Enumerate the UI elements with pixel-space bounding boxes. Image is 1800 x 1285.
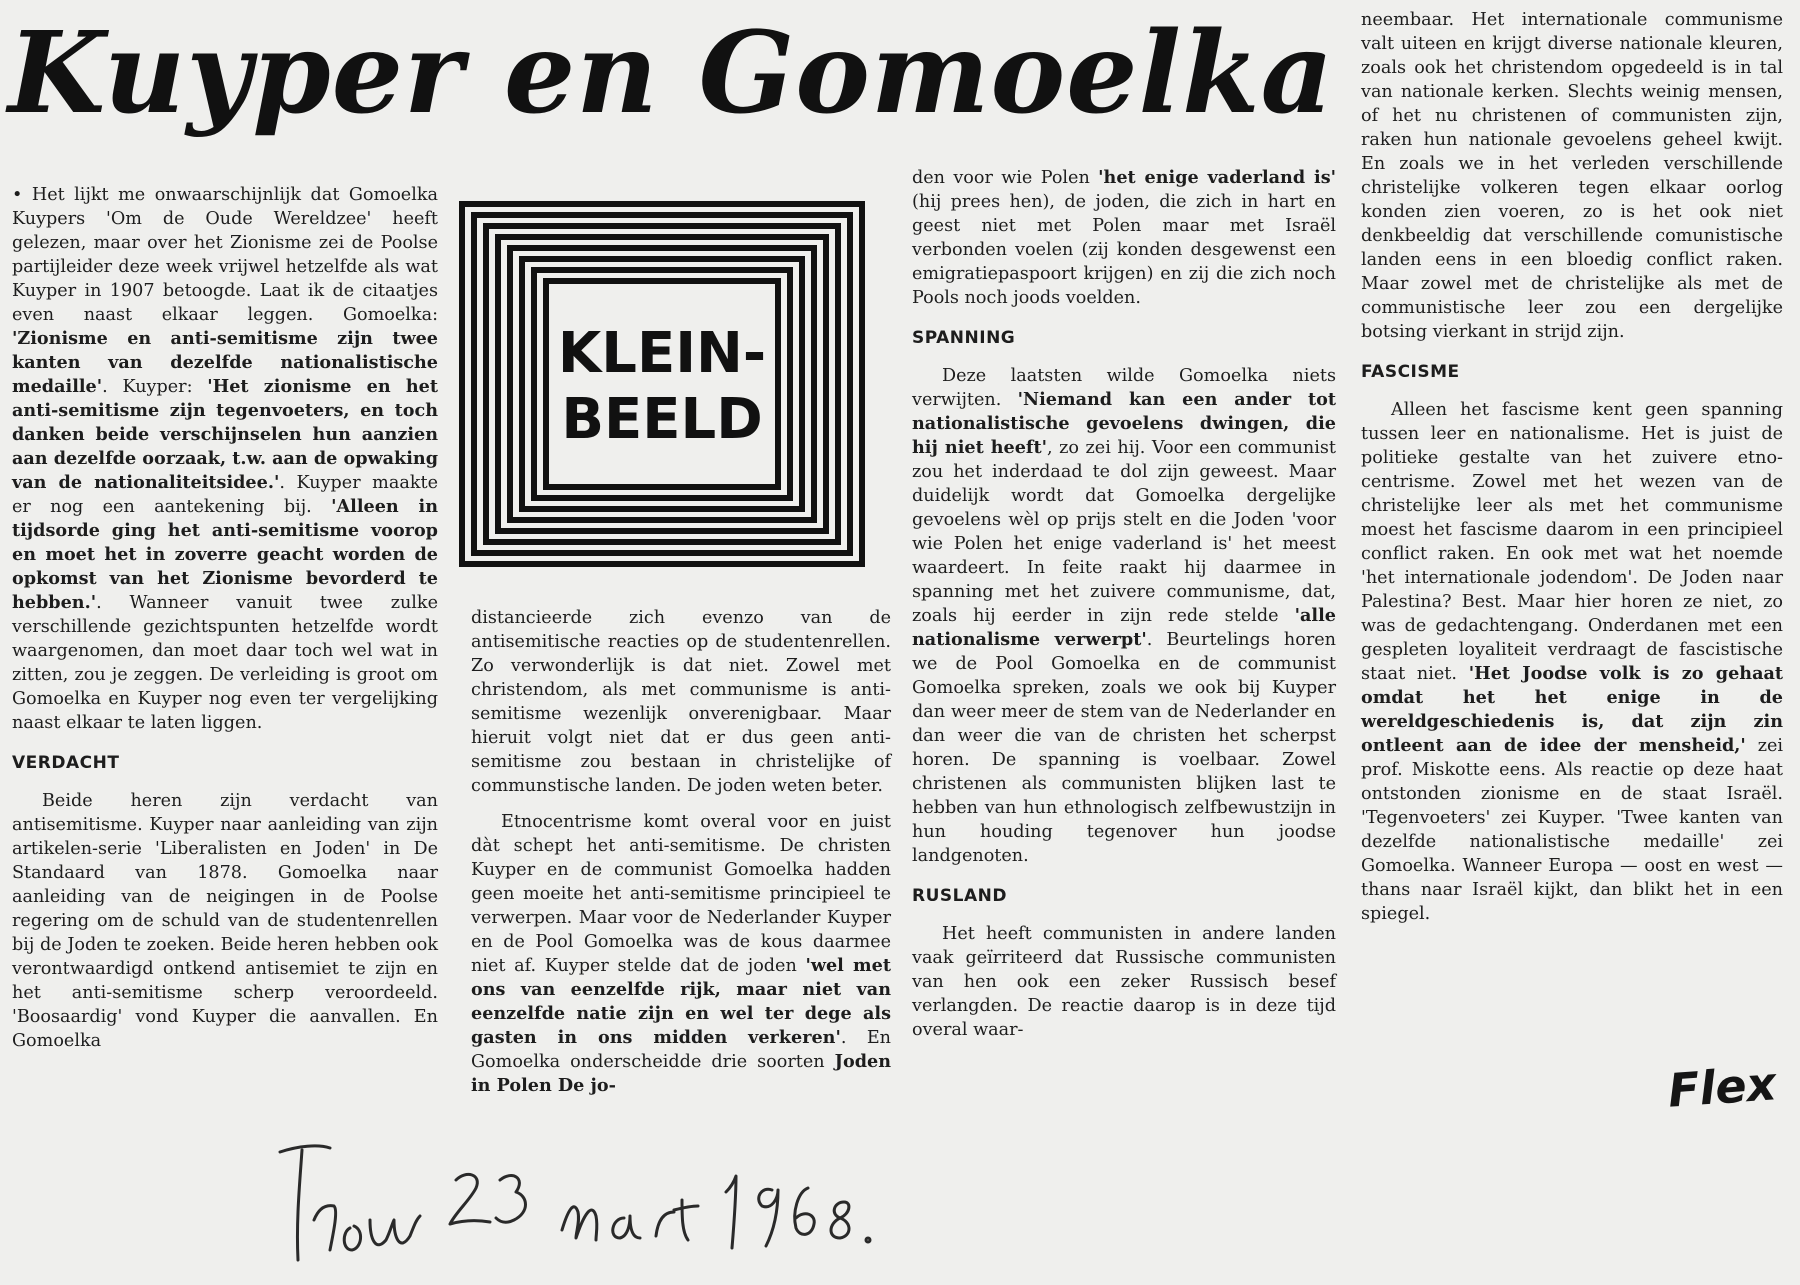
paragraph: • Het lijkt me onwaarschijnlijk dat Gomoelka Kuypers 'Om de Oude Wereldzee' heeft gelezen, maar over het Zionisme zei de Poolse partijleider deze week vrijwel hetzelfde als wat Kuyper in 1907 betoogde. Laat ik de citaatjes even naast elkaar leggen. Gomoelka: 'Zionisme en anti-semitisme zijn twee kanten van dezelfde nationalistische medaille'. Kuyper: 'Het zionisme en het anti-semitisme zijn tegenvoeters, en toch danken beide verschijnselen hun aanzien aan dezelfde oorzaak, t.w. aan de opwaking van de nationaliteitsidee.'. Kuyper maakte er nog een aantekening bij. 'Alleen in tijdsorde ging het anti-semitisme voorop en moet het in zoverre geacht worden de opkomst van het Zionisme bevorderd te hebben.'. Wanneer vanuit twee zulke verschillende gezichtspunten hetzelfde wordt waargenomen, dan moet daar toch wel wat in zitten, zou je zeggen. De verleiding is groot om Gomoelka en Kuyper nog even ter vergelijking naast elkaar te laten liggen. (12, 185, 439, 733)
paragraph: Deze laatsten wilde Gomoelka niets verwijten. 'Niemand kan een ander tot nationalistische gevoelens dwingen, die hij niet heeft', zo zei hij. Voor een communist zou het inderdaad te dol zijn geweest. Maar duidelijk wordt dat Gomoelka dergelijke gevoelens wèl op prijs stelt en die Joden 'voor wie Polen het enige vaderland is' het meest waardeert. In feite raakt hij daarmee in spanning met het zuivere communisme, dat, zoals hij eerder in zijn rede stelde 'alle nationalisme verwerpt'. Beurtelings horen we de Pool Gomoelka en de communist Gomoelka spreken, zoals we ook bij Kuyper dan weer meer de stem van de Nederlander en dan weer die van de christen het scherpst horen. De spanning is voelbaar. Zowel christenen als communisten blijken last te hebben van hun ethnologisch zelfbewustzijn in hun houding tegenover hun joodse landgenoten. (912, 366, 1337, 866)
paragraph: distancieerde zich evenzo van de antisemitische reacties op de studentenrellen. Zo verwonderlijk is dat niet. Zowel met christendom, als met communisme is anti-semitisme wezenlijk onverenigbaar. Maar hieruit volgt niet dat er dus geen anti-semitisme zou bestaan in christelijke of communstische landen. De joden weten beter. (471, 608, 891, 796)
paragraph: neembaar. Het internationale communisme valt uiteen en krijgt diverse nationale kleuren, zoals ook het christendom opgedeeld is in tal van nationale kerken. Slechts weinig mensen, of het nu christenen of communisten zijn, raken hun nationale gevoelens geheel kwijt. En zoals we in het verleden verschillende christelijke volkeren tegen elkaar oorlog konden zien voeren, zo is het ook niet denkbeeldig dat verschillende comunistische landen eens in een bloedig conflict raken. Maar zowel met de christelijke als met de communistische leer zou een dergelijke botsing vierkant in strijd zijn. (1361, 10, 1783, 342)
paragraph: Etnocentrisme komt overal voor en juist dàt schept het anti-semitisme. De christen Kuyper en de communist Gomoelka hadden geen moeite het anti-semitisme principieel te verwerpen. Maar voor de Nederlander Kuyper en de Pool Gomoelka was de kous daarmee niet af. Kuyper stelde dat de joden 'wel met ons van eenzelfde rijk, maar niet van eenzelfde natie zijn en wel ter dege als gasten in ons midden verkeren'. En Gomoelka onderscheidde drie soorten Joden in Polen De jo- (471, 812, 891, 1096)
section-heading: SPANNING (912, 328, 1016, 348)
paragraph: Het heeft communisten in andere landen vaak geïrriteerd dat Russische communisten van hen ook een zeker Russisch besef verlangden. De reactie daarop is in deze tijd overal waar- (912, 924, 1336, 1040)
handwritten-date-note (278, 1140, 978, 1270)
paragraph: Beide heren zijn verdacht van antisemitisme. Kuyper naar aanleiding van zijn artikelen-serie 'Liberalisten en Joden' in De Standaard van 1878. Gomoelka naar aanleiding van de neigingen in de Poolse regering om de schuld van de studentenrellen bij de Joden te zoeken. Beide heren hebben ook verontwaardigd ontkend antisemiet te zijn en het anti-semitisme scherp veroordeeld. 'Boosaardig' vond Kuyper die aanvallen. En Gomoelka (12, 791, 438, 1051)
logo-line-2: BEELD (561, 387, 763, 452)
column-2 (471, 606, 891, 1098)
section-heading: RUSLAND (912, 886, 1007, 906)
section-heading: VERDACHT (12, 753, 120, 773)
article-title: Kuyper en Gomoelka (8, 8, 1335, 139)
column-4 (1361, 8, 1783, 926)
section-heading: FASCISME (1361, 362, 1460, 382)
author-signature: Flex (1666, 1056, 1778, 1118)
logo-line-1: KLEIN- (557, 321, 767, 386)
paragraph: den voor wie Polen 'het enige vaderland is' (hij prees hen), de joden, die zich in hart en geest niet met Polen maar met Israël verbonden voelen (zij konden desgewenst een emigratiepaspoort krijgen) en zij die zich noch Pools noch joods voelden. (912, 167, 1336, 308)
paragraph: Alleen het fascisme kent geen spanning tussen leer en nationalisme. Het is juist de politieke gestalte van het zuivere etno-centrisme. Zowel met het wezen van de christelijke leer als met het communisme moest het fascisme daarom in een principieel conflict raken. En ook met wat het noemde 'het internationale jodendom'. De Joden naar Palestina? Best. Maar hier horen ze niet, zo was de gedachtengang. Onderdanen met een gespleten loyaliteit verdraagt de fascistische staat niet. 'Het Joodse volk is zo gehaat omdat het het enige in de wereldgeschiedenis is, dat zijn zin ontleent aan de idee der mensheid,' zei prof. Miskotte eens. Als reactie op deze haat ontstonden zionisme en de staat Israël. 'Tegenvoeters' zei Kuyper. 'Twee kanten van dezelfde nationalistische medaille' zei Gomoelka. Wanneer Europa — oost en west — thans naar Israël kijkt, dan blikt het in een spiegel. (1361, 400, 1783, 924)
kleinbeeld-logo (458, 200, 866, 568)
column-3 (912, 166, 1336, 1042)
column-1 (12, 183, 438, 1053)
